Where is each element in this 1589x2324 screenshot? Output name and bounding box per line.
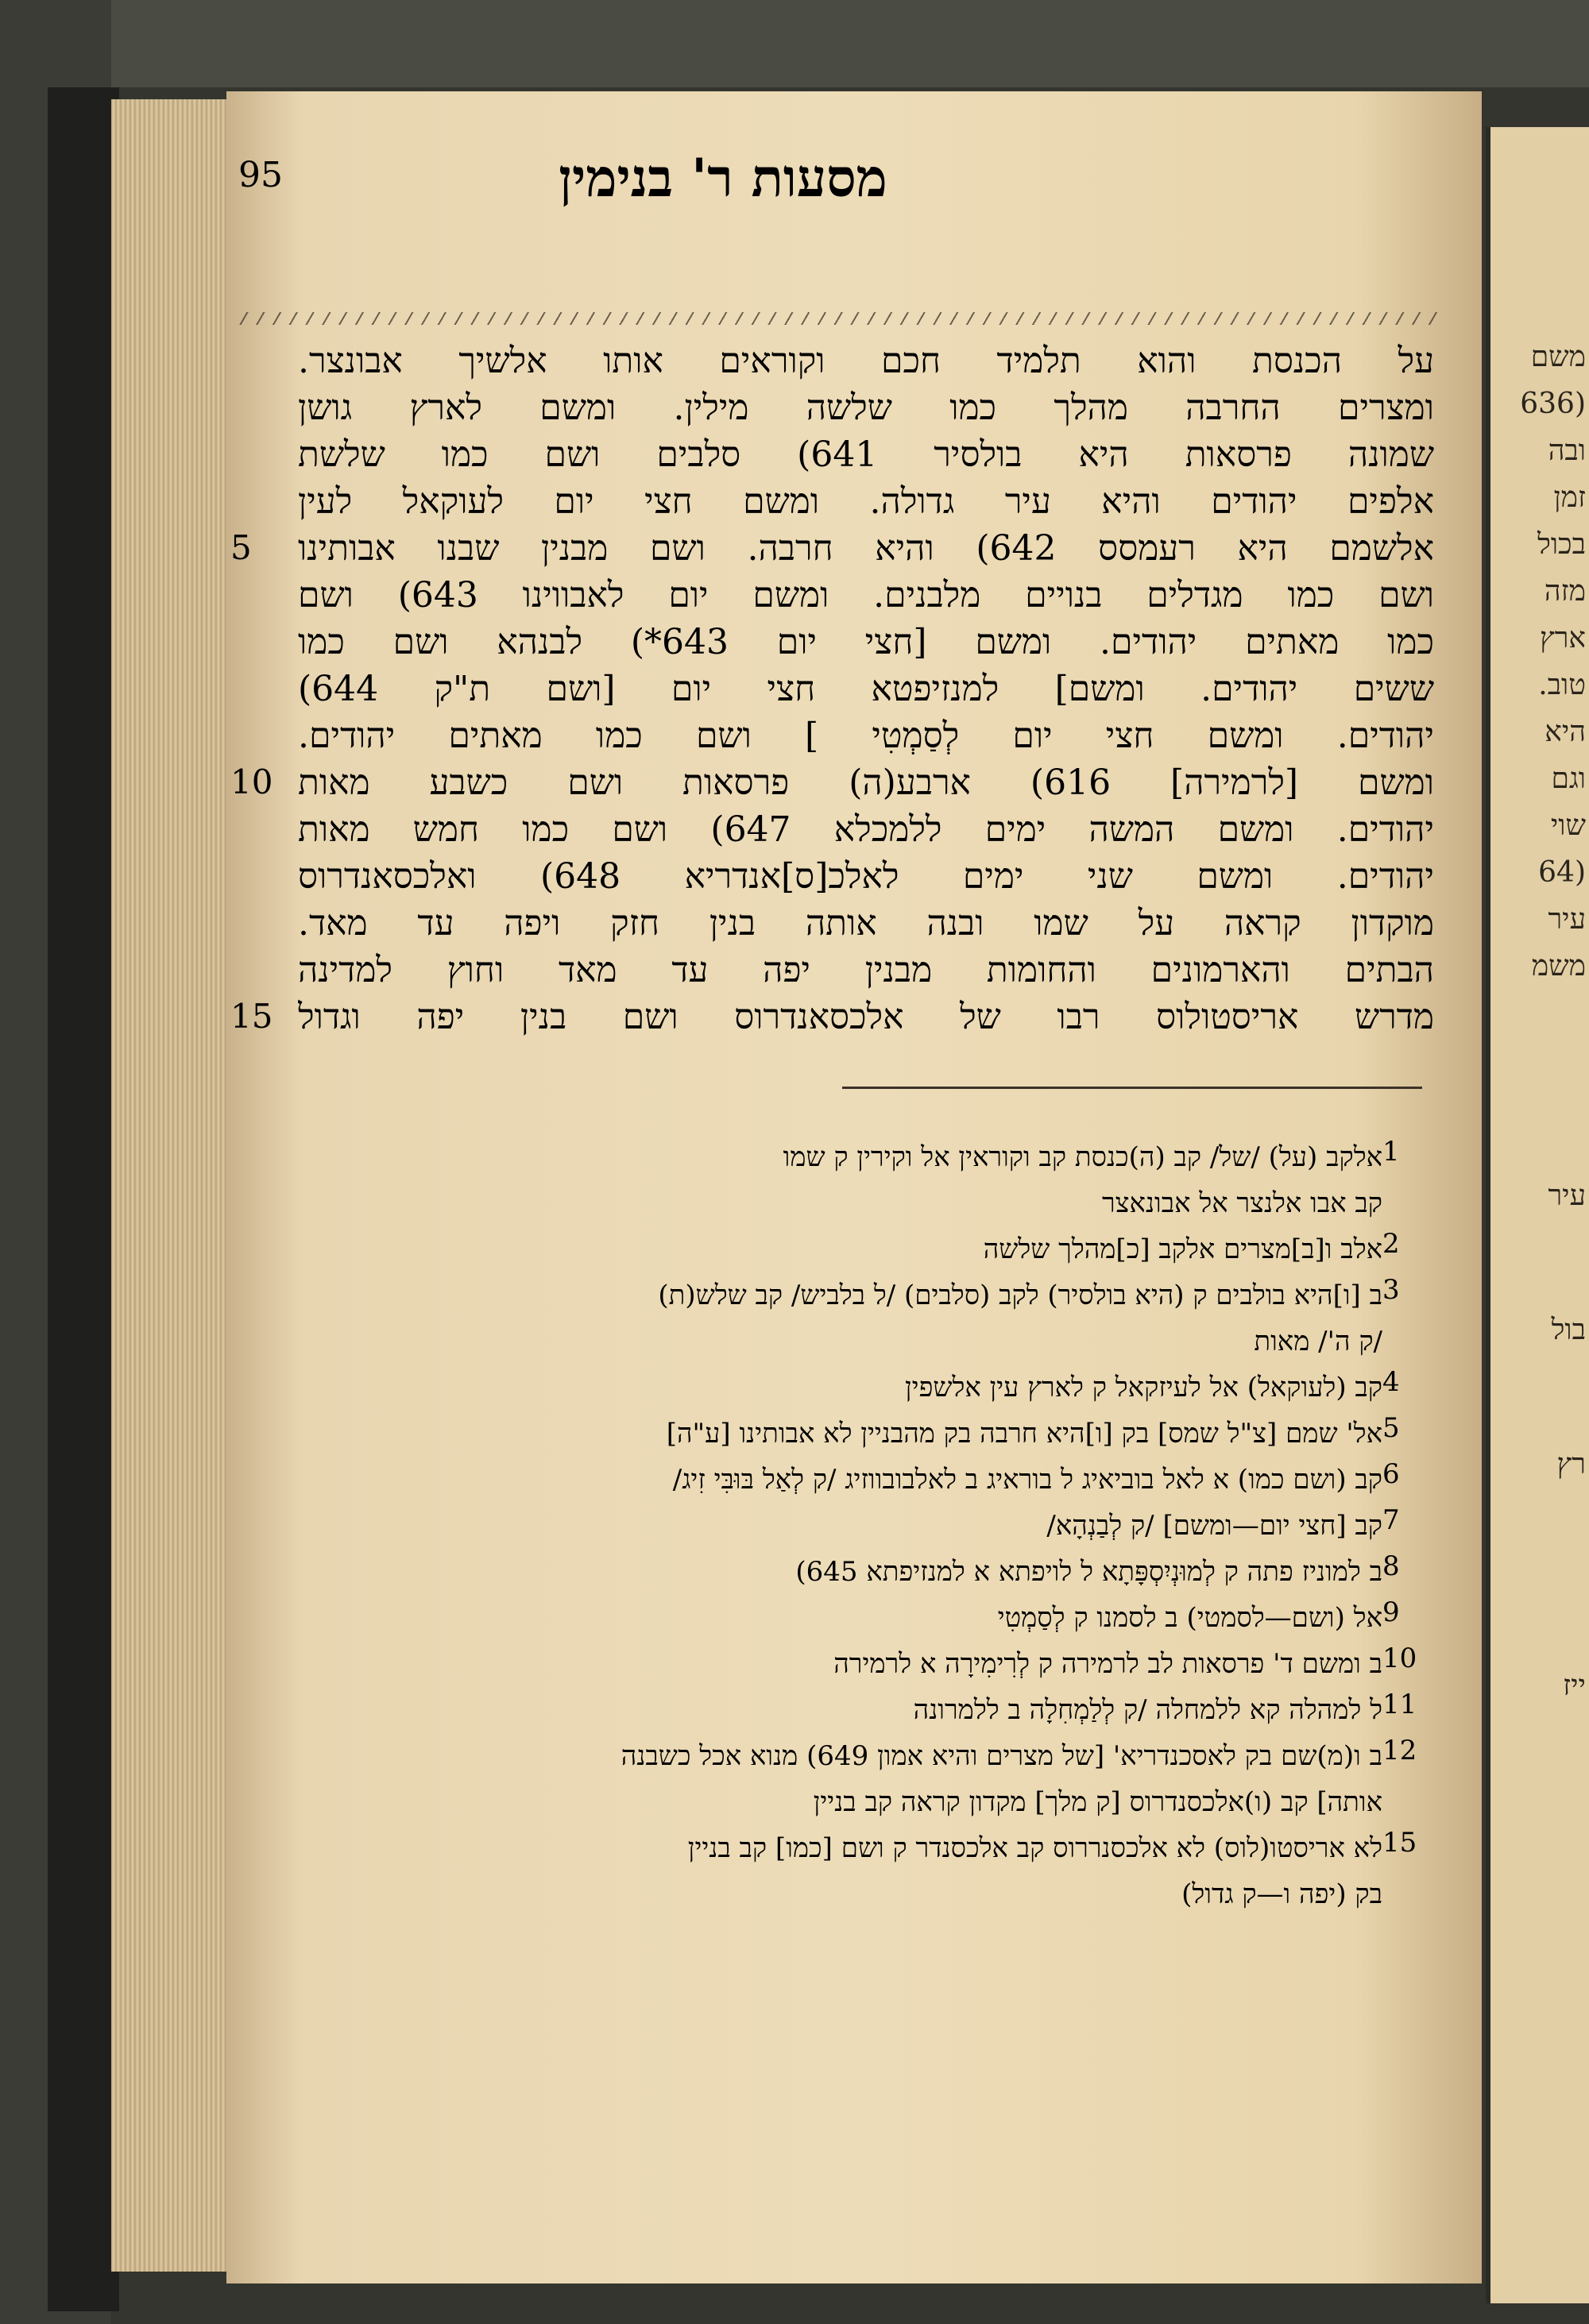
facing-note-line: עיר: [1548, 1179, 1586, 1212]
note-text: קב אבו אלנצר אל אבונאצר: [1102, 1187, 1382, 1219]
note-row: [286, 1641, 1382, 1687]
note-text: ב ומשם ד' פרסאות לב לרמירה ק לְרִימִירָה א לרמירה: [833, 1648, 1382, 1680]
page-edges: [111, 99, 230, 2272]
facing-line: בכול: [1537, 528, 1586, 561]
note-line-number: 8: [1382, 1550, 1400, 1582]
note-text: ב ו(מ)שם בק לאסכנדריא' [של מצרים והיא אמון 649) מנוא אכל כשבנה: [621, 1740, 1382, 1772]
facing-line: משמ: [1531, 950, 1586, 982]
text-line: יהודים. ומשם המשה ימים ללמכלא 647) ושם כמו חמש מאות: [298, 809, 1434, 850]
note-row: [286, 1871, 1382, 1917]
note-row: [286, 1457, 1382, 1503]
facing-line: עיר: [1548, 903, 1586, 936]
text-line: מוקדון קראה על שמו ובנה אותה בנין חזק ויפה עד מאד.: [298, 903, 1434, 944]
facing-page-edge: [1486, 127, 1589, 2303]
note-row: [286, 1272, 1382, 1318]
facing-line: משם: [1530, 341, 1586, 373]
text-line: מדרש אריסטולוס רבו של אלכסאנדרוס ושם בנין יפה וגדול: [298, 997, 1434, 1037]
note-line-number: 6: [1382, 1458, 1400, 1490]
book-spine: [48, 87, 119, 2311]
note-line-number: 3: [1382, 1274, 1400, 1306]
note-row: [286, 1825, 1382, 1871]
note-line-number: 10: [1382, 1643, 1417, 1674]
text-line: יהודים. ומשם שני ימים לאלכ[ס]אנדריא 648) ואלכסאנדרוס: [298, 856, 1434, 897]
header-ornament: [238, 312, 1442, 325]
text-line: שמונה פרסאות היא בולסיר 641) סלבים ושם כמו שלשת: [298, 434, 1434, 475]
facing-line: מזה: [1544, 575, 1586, 608]
text-line: על הכנסת והוא תלמיד חכם וקוראים אותו אלשיך אבונצר.: [298, 341, 1434, 381]
note-text: אלב ו[ב]מצרים אלקב [כ]מהלך שלשה: [983, 1233, 1382, 1265]
note-text: ב למוניז פתה ק לְמוּנְיִסְפָּתָא ל לויפתא א למנזיפתא 645): [795, 1556, 1382, 1588]
facing-note-line: ייז: [1563, 1670, 1586, 1702]
text-line: יהודים. ומשם חצי יום לְסַמְטִי ] ושם כמו מאתים יהודים.: [298, 716, 1434, 756]
note-row: [286, 1687, 1382, 1733]
text-line: כמו מאתים יהודים. ומשם [חצי יום 643*) לבנהא ושם כמו: [298, 622, 1434, 662]
note-line-number: 1: [1382, 1136, 1400, 1168]
line-number-marker: 5: [230, 528, 252, 567]
facing-line: (64: [1538, 856, 1586, 889]
facing-line: היא: [1545, 716, 1586, 748]
note-text: לא אריסטו(לוס) לא אלכסנררוס קב אלכסנדר ק ושם [כמו] קב בניין: [687, 1832, 1382, 1864]
note-text: אלקב (על) /של/ קב (ה)כנסת קב וקוראין אל וקירין ק שמו: [783, 1141, 1382, 1173]
note-line-number: 12: [1382, 1735, 1417, 1766]
text-line: אלשמם היא רעמסס 642) והיא חרבה. ושם מבנין שבנו אבותינו: [298, 528, 1434, 569]
note-row: [286, 1595, 1382, 1641]
note-text: ל למהלה קא ללמחלה /ק לְלַמְחִלָה ב ללמרונה: [913, 1694, 1382, 1726]
note-row: [286, 1318, 1382, 1365]
text-line: ומצרים החרבה מהלך כמו שלשה מילין. ומשם לארץ גושן: [298, 388, 1434, 428]
facing-line: וגם: [1551, 762, 1586, 795]
line-number-marker: 15: [230, 997, 273, 1036]
facing-line: (636: [1520, 388, 1586, 420]
note-row: [286, 1733, 1382, 1779]
book-cover-top: [0, 0, 1589, 87]
note-text: אל' שמם [צ"ל שמס] בק [ו]היא חרבה בק מהבניין לא אבותינו [ע"ה]: [666, 1418, 1382, 1450]
running-title: מסעות ר' בנימין: [559, 147, 887, 209]
note-row: [286, 1134, 1382, 1180]
note-row: [286, 1180, 1382, 1226]
note-line-number: 7: [1382, 1504, 1400, 1536]
note-line-number: 4: [1382, 1366, 1400, 1398]
note-row: [286, 1549, 1382, 1595]
text-line: ומשם [לרמירה] 616) ארבע(ה) פרסאות ושם כשבע מאות: [298, 762, 1434, 803]
text-line: ששים יהודים. ומשם] למנזיפטא חצי יום [ושם ת"ק 644): [298, 669, 1434, 709]
note-text: קב (ושם כמו) א לאל בוביאיג ל בוראיג ב לאלבובווזיג /ק לְאַל בּוּבִּי זִיג/: [672, 1464, 1382, 1496]
page-number: 95: [238, 155, 283, 195]
note-text: בק (יפה ו—ק גדול): [1181, 1878, 1382, 1910]
note-row: [286, 1365, 1382, 1411]
note-row: [286, 1503, 1382, 1549]
facing-line: זמן: [1553, 481, 1586, 514]
note-text: קב [חצי יום—ומשם] /ק לְבַנְהָא/: [1046, 1510, 1382, 1542]
apparatus-notes: [286, 1134, 1382, 1917]
note-row: [286, 1779, 1382, 1825]
facing-note-line: רץ: [1556, 1448, 1586, 1480]
note-text: קב (לעוקאל) אל לעיזקאל ק לארץ עין אלשפין: [905, 1372, 1382, 1403]
line-number-marker: 10: [230, 762, 273, 801]
note-line-number: 2: [1382, 1228, 1400, 1260]
note-text: ב [ו]היא בולבים ק (היא בולסיר) לקב (סלבים) /ל בלביש/ קב שלש(ת): [658, 1280, 1382, 1311]
facing-note-line: בול: [1551, 1314, 1586, 1346]
note-line-number: 5: [1382, 1412, 1400, 1444]
facing-line: שוי: [1550, 809, 1586, 842]
note-row: [286, 1226, 1382, 1272]
text-line: ושם כמו מגדלים בנויים מלבנים. ומשם יום לאבווינו 643) ושם: [298, 575, 1434, 616]
text-line: הבתים והארמונים והחומות מבנין יפה עד מאד וחוץ למדינה: [298, 950, 1434, 990]
facing-line: ובה: [1548, 434, 1586, 467]
note-line-number: 9: [1382, 1596, 1400, 1628]
note-row: [286, 1411, 1382, 1457]
note-text: אותה] קב (ו)אלכסנדרוס [ק מלך] מקדון קראה קב בניין: [813, 1786, 1382, 1818]
footnote-divider: [842, 1087, 1422, 1089]
note-text: אל (ושם—לסמטי) ב לסמנו ק לְסַמְטִי: [997, 1602, 1382, 1634]
facing-line: טוב.: [1538, 669, 1586, 701]
note-line-number: 15: [1382, 1827, 1417, 1859]
main-text: [298, 338, 1434, 1040]
text-line: אלפים יהודים והיא עיר גדולה. ומשם חצי יום לעוקאל לעין: [298, 481, 1434, 522]
note-line-number: 11: [1382, 1689, 1417, 1720]
note-text: /ק ה'/ מאות: [1254, 1326, 1382, 1357]
facing-line: ארץ: [1539, 622, 1586, 654]
